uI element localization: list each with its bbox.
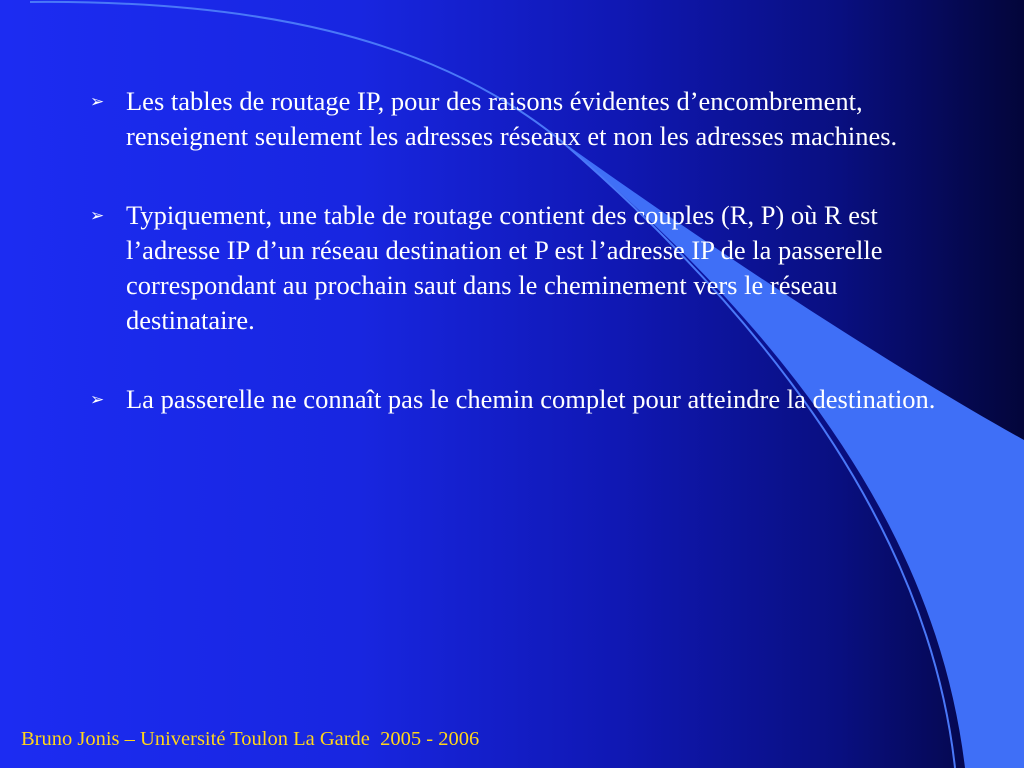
arrowhead-bullet-icon: ➢ xyxy=(90,206,105,225)
bullet-list xyxy=(88,84,948,461)
arrowhead-bullet-icon: ➢ xyxy=(90,92,105,111)
slide-footer: Bruno Jonis – Université Toulon La Garde 2005 - 2006 xyxy=(21,728,480,750)
bullet-text: Typiquement, une table de routage contient des couples (R, P) où R est l’adresse IP d’un réseau destination et P est l’adresse IP de la passerelle correspondant au prochain saut dans le cheminement vers le réseau destinataire. xyxy=(126,200,883,335)
bullet-item xyxy=(88,382,948,417)
bullet-text: La passerelle ne connaît pas le chemin complet pour atteindre la destination. xyxy=(126,384,936,414)
bullet-item xyxy=(88,84,948,154)
bullet-text: Les tables de routage IP, pour des raisons évidentes d’encombrement, renseignent seulement les adresses réseaux et non les adresses machines. xyxy=(126,86,898,151)
arrowhead-bullet-icon: ➢ xyxy=(90,390,105,409)
bullet-item xyxy=(88,198,948,338)
